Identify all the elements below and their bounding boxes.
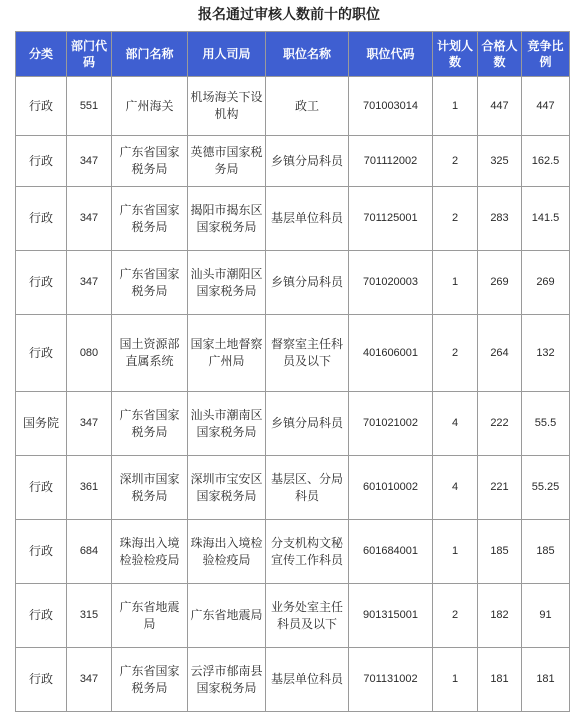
- ratio-cell: 269: [522, 251, 570, 315]
- position-name-cell: 业务处室主任科员及以下: [266, 584, 349, 648]
- planned-cell: 2: [433, 584, 478, 648]
- qualified-cell: 325: [478, 136, 522, 187]
- position-code-cell: 901315001: [349, 584, 433, 648]
- qualified-cell: 182: [478, 584, 522, 648]
- col-header-position-name: 职位名称: [266, 32, 349, 77]
- col-header-category: 分类: [16, 32, 67, 77]
- ratio-cell: 141.5: [522, 187, 570, 251]
- col-header-dept-code: 部门代码: [67, 32, 112, 77]
- planned-cell: 2: [433, 136, 478, 187]
- dept-code-cell: 347: [67, 251, 112, 315]
- bureau-cell: 机场海关下设机构: [188, 77, 266, 136]
- category-cell: 行政: [16, 315, 67, 392]
- dept-code-cell: 347: [67, 648, 112, 712]
- dept-code-cell: 315: [67, 584, 112, 648]
- ratio-cell: 132: [522, 315, 570, 392]
- position-name-cell: 分支机构文秘宣传工作科员: [266, 520, 349, 584]
- dept-name-cell: 广东省国家税务局: [112, 648, 188, 712]
- col-header-dept-name: 部门名称: [112, 32, 188, 77]
- dept-code-cell: 080: [67, 315, 112, 392]
- position-code-cell: 701021002: [349, 392, 433, 456]
- dept-code-cell: 551: [67, 77, 112, 136]
- table-row: [16, 136, 570, 187]
- table-row: [16, 520, 570, 584]
- dept-code-cell: 347: [67, 136, 112, 187]
- dept-name-cell: 广东省地震局: [112, 584, 188, 648]
- position-name-cell: 督察室主任科员及以下: [266, 315, 349, 392]
- position-name-cell: 基层单位科员: [266, 187, 349, 251]
- ratio-cell: 447: [522, 77, 570, 136]
- position-name-cell: 乡镇分局科员: [266, 392, 349, 456]
- position-code-cell: 601684001: [349, 520, 433, 584]
- qualified-cell: 264: [478, 315, 522, 392]
- table-row: [16, 584, 570, 648]
- bureau-cell: 汕头市潮南区国家税务局: [188, 392, 266, 456]
- col-header-planned: 计划人数: [433, 32, 478, 77]
- position-name-cell: 基层单位科员: [266, 648, 349, 712]
- col-header-bureau: 用人司局: [188, 32, 266, 77]
- position-code-cell: 601010002: [349, 456, 433, 520]
- qualified-cell: 181: [478, 648, 522, 712]
- bureau-cell: 深圳市宝安区国家税务局: [188, 456, 266, 520]
- dept-name-cell: 深圳市国家税务局: [112, 456, 188, 520]
- dept-code-cell: 684: [67, 520, 112, 584]
- qualified-cell: 185: [478, 520, 522, 584]
- position-code-cell: 701112002: [349, 136, 433, 187]
- planned-cell: 1: [433, 648, 478, 712]
- table-row: [16, 648, 570, 712]
- dept-code-cell: 347: [67, 187, 112, 251]
- category-cell: 行政: [16, 584, 67, 648]
- bureau-cell: 广东省地震局: [188, 584, 266, 648]
- category-cell: 行政: [16, 187, 67, 251]
- planned-cell: 2: [433, 315, 478, 392]
- dept-name-cell: 广州海关: [112, 77, 188, 136]
- planned-cell: 1: [433, 251, 478, 315]
- positions-table: [15, 31, 570, 712]
- dept-code-cell: 361: [67, 456, 112, 520]
- dept-name-cell: 国土资源部直属系统: [112, 315, 188, 392]
- table-header-row: [16, 32, 570, 77]
- category-cell: 行政: [16, 520, 67, 584]
- ratio-cell: 91: [522, 584, 570, 648]
- position-code-cell: 701003014: [349, 77, 433, 136]
- dept-name-cell: 广东省国家税务局: [112, 251, 188, 315]
- category-cell: 行政: [16, 77, 67, 136]
- position-code-cell: 401606001: [349, 315, 433, 392]
- dept-name-cell: 广东省国家税务局: [112, 187, 188, 251]
- col-header-qualified: 合格人数: [478, 32, 522, 77]
- ratio-cell: 162.5: [522, 136, 570, 187]
- table-row: [16, 315, 570, 392]
- ratio-cell: 181: [522, 648, 570, 712]
- position-name-cell: 政工: [266, 77, 349, 136]
- category-cell: 国务院: [16, 392, 67, 456]
- position-code-cell: 701131002: [349, 648, 433, 712]
- position-name-cell: 基层区、分局科员: [266, 456, 349, 520]
- dept-name-cell: 广东省国家税务局: [112, 392, 188, 456]
- table-title: 报名通过审核人数前十的职位: [198, 7, 380, 23]
- ratio-cell: 55.25: [522, 456, 570, 520]
- table-row: [16, 392, 570, 456]
- dept-name-cell: 广东省国家税务局: [112, 136, 188, 187]
- table-row: [16, 251, 570, 315]
- col-header-ratio: 竞争比例: [522, 32, 570, 77]
- qualified-cell: 221: [478, 456, 522, 520]
- table-row: [16, 77, 570, 136]
- category-cell: 行政: [16, 136, 67, 187]
- planned-cell: 4: [433, 392, 478, 456]
- qualified-cell: 283: [478, 187, 522, 251]
- bureau-cell: 汕头市潮阳区国家税务局: [188, 251, 266, 315]
- category-cell: 行政: [16, 456, 67, 520]
- qualified-cell: 269: [478, 251, 522, 315]
- bureau-cell: 国家土地督察广州局: [188, 315, 266, 392]
- category-cell: 行政: [16, 648, 67, 712]
- table-row: [16, 456, 570, 520]
- qualified-cell: 447: [478, 77, 522, 136]
- position-name-cell: 乡镇分局科员: [266, 136, 349, 187]
- table-row: [16, 187, 570, 251]
- position-code-cell: 701125001: [349, 187, 433, 251]
- position-code-cell: 701020003: [349, 251, 433, 315]
- bureau-cell: 揭阳市揭东区国家税务局: [188, 187, 266, 251]
- dept-code-cell: 347: [67, 392, 112, 456]
- bureau-cell: 云浮市郁南县国家税务局: [188, 648, 266, 712]
- planned-cell: 1: [433, 520, 478, 584]
- qualified-cell: 222: [478, 392, 522, 456]
- dept-name-cell: 珠海出入境检验检疫局: [112, 520, 188, 584]
- ratio-cell: 55.5: [522, 392, 570, 456]
- planned-cell: 1: [433, 77, 478, 136]
- bureau-cell: 英德市国家税务局: [188, 136, 266, 187]
- ratio-cell: 185: [522, 520, 570, 584]
- col-header-position-code: 职位代码: [349, 32, 433, 77]
- planned-cell: 2: [433, 187, 478, 251]
- planned-cell: 4: [433, 456, 478, 520]
- category-cell: 行政: [16, 251, 67, 315]
- position-name-cell: 乡镇分局科员: [266, 251, 349, 315]
- bureau-cell: 珠海出入境检验检疫局: [188, 520, 266, 584]
